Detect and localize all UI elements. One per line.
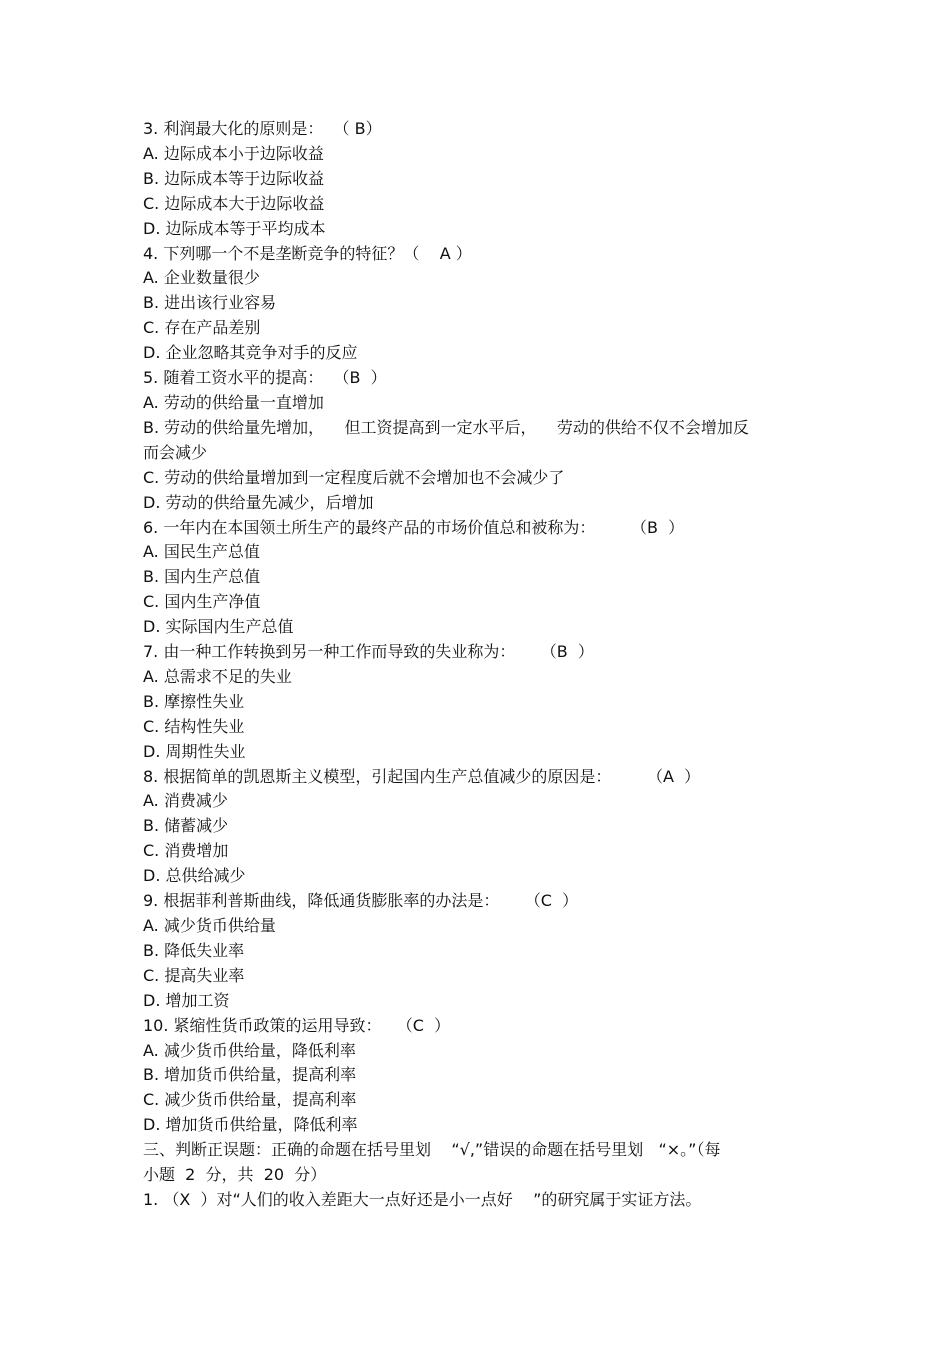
question-8-stem: 8. 根据简单的凯恩斯主义模型，引起国内生产总值减少的原因是： （A ） (143, 766, 701, 786)
question-9-option-a: A. 减少货币供给量 (143, 916, 276, 935)
question-9-stem: 9. 根据菲利普斯曲线，降低通货膨胀率的办法是： （C ） (143, 891, 579, 911)
question-5-option-c: C. 劳动的供给量增加到一定程度后就不会增加也不会减少了 (143, 467, 565, 487)
question-3-stem: 3. 利润最大化的原则是： （ B） (143, 119, 382, 138)
question-8-option-d: D. 总供给减少 (143, 866, 246, 886)
true-false-item-1: 1. （X ）对“人们的收入差距大一点好还是小一点好 ”的研究属于实证方法。 (143, 1189, 702, 1209)
question-4-option-c: C. 存在产品差别 (143, 318, 261, 338)
question-3-option-d: D. 边际成本等于平均成本 (143, 218, 326, 238)
question-8-option-b: B. 储蓄减少 (143, 816, 229, 836)
question-10-option-a: A. 减少货币供给量，降低利率 (143, 1040, 356, 1060)
question-4-option-a: A. 企业数量很少 (143, 268, 260, 288)
question-4-stem: 4. 下列哪一个不是垄断竞争的特征？（ A ） (143, 243, 472, 263)
question-5-option-b-continued: 而会减少 (143, 442, 208, 462)
question-10-option-b: B. 增加货币供给量，提高利率 (143, 1065, 357, 1085)
question-7-option-d: D. 周期性失业 (143, 741, 246, 761)
question-6-option-d: D. 实际国内生产总值 (143, 617, 294, 637)
question-3-option-a: A. 边际成本小于边际收益 (143, 143, 324, 163)
question-3-option-c: C. 边际成本大于边际收益 (143, 193, 325, 213)
document-page (143, 117, 823, 1213)
question-8-option-a: A. 消费减少 (143, 791, 228, 811)
question-6-option-a: A. 国民生产总值 (143, 542, 260, 562)
question-10-stem: 10. 紧缩性货币政策的运用导致： （C ） (143, 1015, 451, 1035)
question-8-option-c: C. 消费增加 (143, 841, 229, 861)
question-5-option-a: A. 劳动的供给量一直增加 (143, 392, 324, 412)
section-3-heading-continued: 小题 2 分，共 20 分） (143, 1165, 327, 1185)
question-5-stem: 5. 随着工资水平的提高： （B ） (143, 368, 387, 388)
question-10-option-c: C. 减少货币供给量，提高利率 (143, 1090, 357, 1110)
question-6-option-c: C. 国内生产净值 (143, 592, 261, 612)
question-7-stem: 7. 由一种工作转换到另一种工作而导致的失业称为： （B ） (143, 642, 594, 662)
question-3-option-b: B. 边际成本等于边际收益 (143, 168, 325, 188)
question-4-option-d: D. 企业忽略其竞争对手的反应 (143, 343, 358, 363)
section-3-heading: 三、判断正误题：正确的命题在括号里划 “√,”错误的命题在括号里划 “×。”（每 (143, 1140, 721, 1160)
question-5-option-b: B. 劳动的供给量先增加， 但工资提高到一定水平后， 劳动的供给不仅不会增加反 (143, 417, 749, 437)
question-9-option-b: B. 降低失业率 (143, 940, 245, 960)
question-10-option-d: D. 增加货币供给量，降低利率 (143, 1115, 358, 1135)
question-4-option-b: B. 进出该行业容易 (143, 293, 277, 313)
question-5-option-d: D. 劳动的供给量先减少，后增加 (143, 492, 374, 512)
question-7-option-b: B. 摩擦性失业 (143, 691, 245, 711)
question-7-option-c: C. 结构性失业 (143, 716, 245, 736)
question-7-option-a: A. 总需求不足的失业 (143, 666, 292, 686)
question-9-option-d: D. 增加工资 (143, 990, 230, 1010)
question-9-option-c: C. 提高失业率 (143, 965, 245, 985)
question-6-stem: 6. 一年内在本国领土所生产的最终产品的市场价值总和被称为： （B ） (143, 517, 685, 537)
question-6-option-b: B. 国内生产总值 (143, 567, 261, 587)
